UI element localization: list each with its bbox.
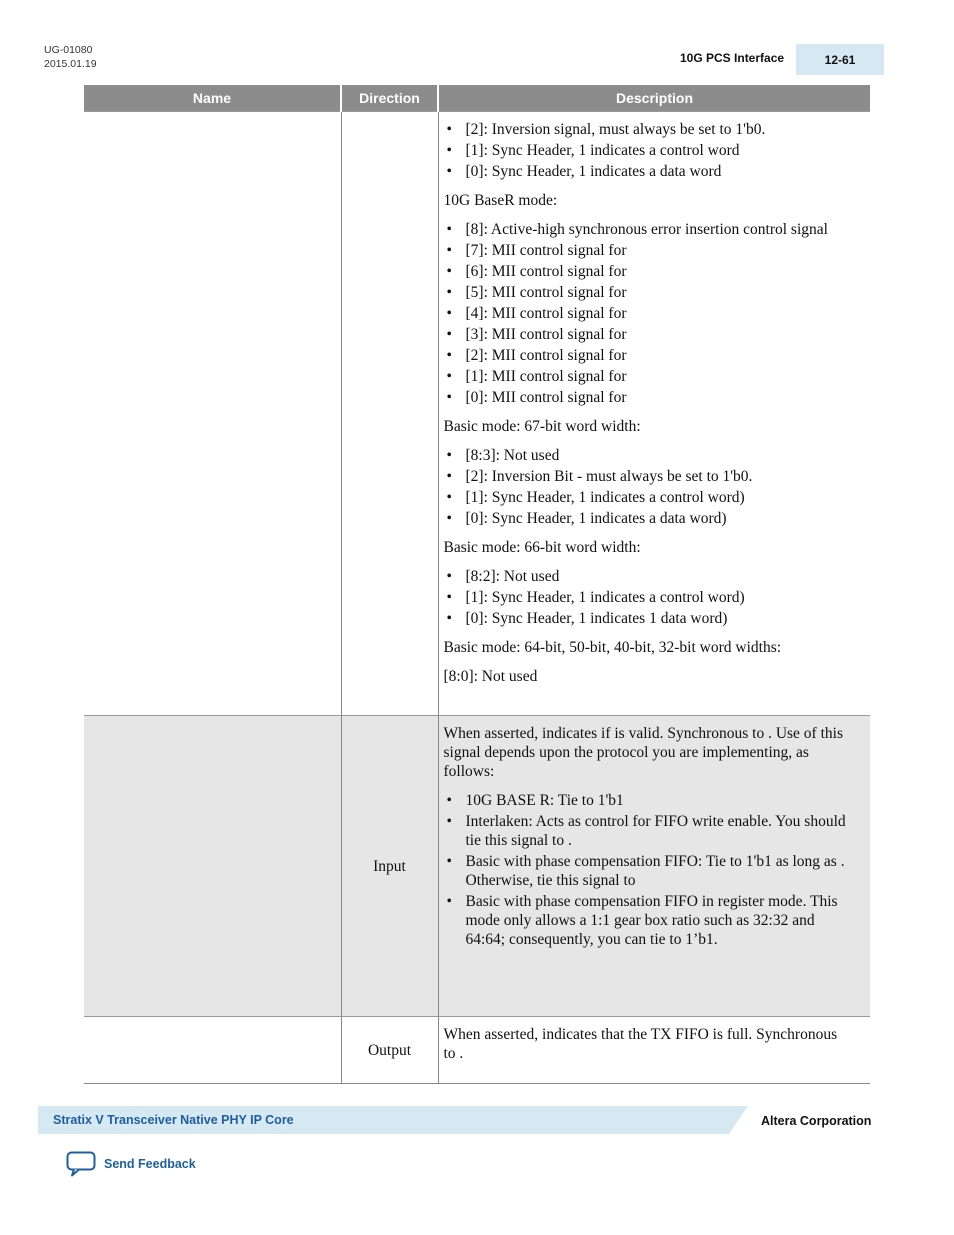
- list-item: • [3]: MII control signal for: [444, 325, 853, 344]
- bullet-list: [444, 567, 853, 628]
- list-item: • [2]: Inversion Bit - must always be set to 1'b0.: [444, 467, 853, 486]
- list-item: • [8]: Active-high synchronous error insertion control signal: [444, 220, 853, 239]
- footer-company: Altera Corporation: [761, 1114, 872, 1128]
- signal-direction-cell: Input: [341, 716, 438, 1017]
- list-item: • [0]: MII control signal for: [444, 388, 853, 407]
- description-paragraph: When asserted, indicates that the TX FIFO is full. Synchronous to .: [443, 1026, 838, 1062]
- list-item: • 10G BASE R: Tie to 1'b1: [444, 791, 853, 810]
- col-header-direction: Direction: [341, 85, 438, 112]
- description-paragraph: 10G BaseR mode:: [443, 192, 558, 209]
- list-item: • [1]: Sync Header, 1 indicates a control word): [444, 588, 853, 607]
- footer-title: Stratix V Transceiver Native PHY IP Core: [53, 1113, 294, 1127]
- list-item: • [0]: Sync Header, 1 indicates a data word): [444, 509, 853, 528]
- list-item: • Interlaken: Acts as control for FIFO write enable. You should tie this signal to .: [444, 812, 853, 850]
- bullet-list: [444, 791, 853, 949]
- list-item: • [7]: MII control signal for: [444, 241, 853, 260]
- signal-table: [84, 85, 870, 1084]
- col-header-name: Name: [84, 85, 341, 112]
- signal-description-cell: [438, 112, 870, 716]
- table-header-row: [84, 85, 870, 112]
- document-id-block: [44, 43, 97, 71]
- table-row: [84, 1017, 870, 1084]
- description-paragraph: Basic mode: 66-bit word width:: [443, 539, 641, 556]
- signal-name-cell: [84, 112, 341, 716]
- list-item: • [2]: MII control signal for: [444, 346, 853, 365]
- list-item: • [1]: MII control signal for: [444, 367, 853, 386]
- description-paragraph: [8:0]: Not used: [443, 668, 538, 685]
- list-item: • [2]: Inversion signal, must always be set to 1'b0.: [444, 120, 853, 139]
- bullet-list: [444, 120, 853, 181]
- signal-direction-cell: [341, 112, 438, 716]
- doc-date: 2015.01.19: [44, 58, 97, 70]
- send-feedback-link[interactable]: [66, 1151, 196, 1177]
- page-number: 12-61: [796, 44, 884, 75]
- table-row: [84, 716, 870, 1017]
- table-row: [84, 112, 870, 716]
- doc-id: UG-01080: [44, 44, 93, 56]
- description-paragraph: Basic mode: 67-bit word width:: [443, 418, 641, 435]
- bullet-list: [444, 220, 853, 407]
- list-item: • [6]: MII control signal for: [444, 262, 853, 281]
- send-feedback-label: Send Feedback: [104, 1157, 196, 1171]
- signal-name-cell: [84, 1017, 341, 1084]
- list-item: • [8:2]: Not used: [444, 567, 853, 586]
- list-item: • [0]: Sync Header, 1 indicates a data word: [444, 162, 853, 181]
- signal-description-cell: [438, 716, 870, 1017]
- col-header-description: Description: [438, 85, 870, 112]
- list-item: • Basic with phase compensation FIFO in register mode. This mode only allows a 1:1 gear box ratio such as 32:32 and 64:64; consequently, you can tie to 1’b1.: [444, 892, 853, 949]
- list-item: • [1]: Sync Header, 1 indicates a control word: [444, 141, 853, 160]
- list-item: • [1]: Sync Header, 1 indicates a control word): [444, 488, 853, 507]
- description-paragraph: When asserted, indicates if is valid. Synchronous to . Use of this signal depends upon the protocol you are implementing, as follows:: [443, 725, 843, 780]
- section-title: 10G PCS Interface: [680, 51, 785, 65]
- signal-name-cell: [84, 716, 341, 1017]
- list-item: • [5]: MII control signal for: [444, 283, 853, 302]
- bullet-list: [444, 446, 853, 528]
- description-paragraph: Basic mode: 64-bit, 50-bit, 40-bit, 32-bit word widths:: [443, 639, 782, 656]
- list-item: • [4]: MII control signal for: [444, 304, 853, 323]
- table-body: [84, 112, 870, 1084]
- signal-description-cell: [438, 1017, 870, 1084]
- signal-direction-cell: Output: [341, 1017, 438, 1084]
- list-item: • [8:3]: Not used: [444, 446, 853, 465]
- list-item: • [0]: Sync Header, 1 indicates 1 data word): [444, 609, 853, 628]
- speech-bubble-icon: [66, 1151, 96, 1177]
- list-item: • Basic with phase compensation FIFO: Tie to 1'b1 as long as . Otherwise, tie this signal to: [444, 852, 853, 890]
